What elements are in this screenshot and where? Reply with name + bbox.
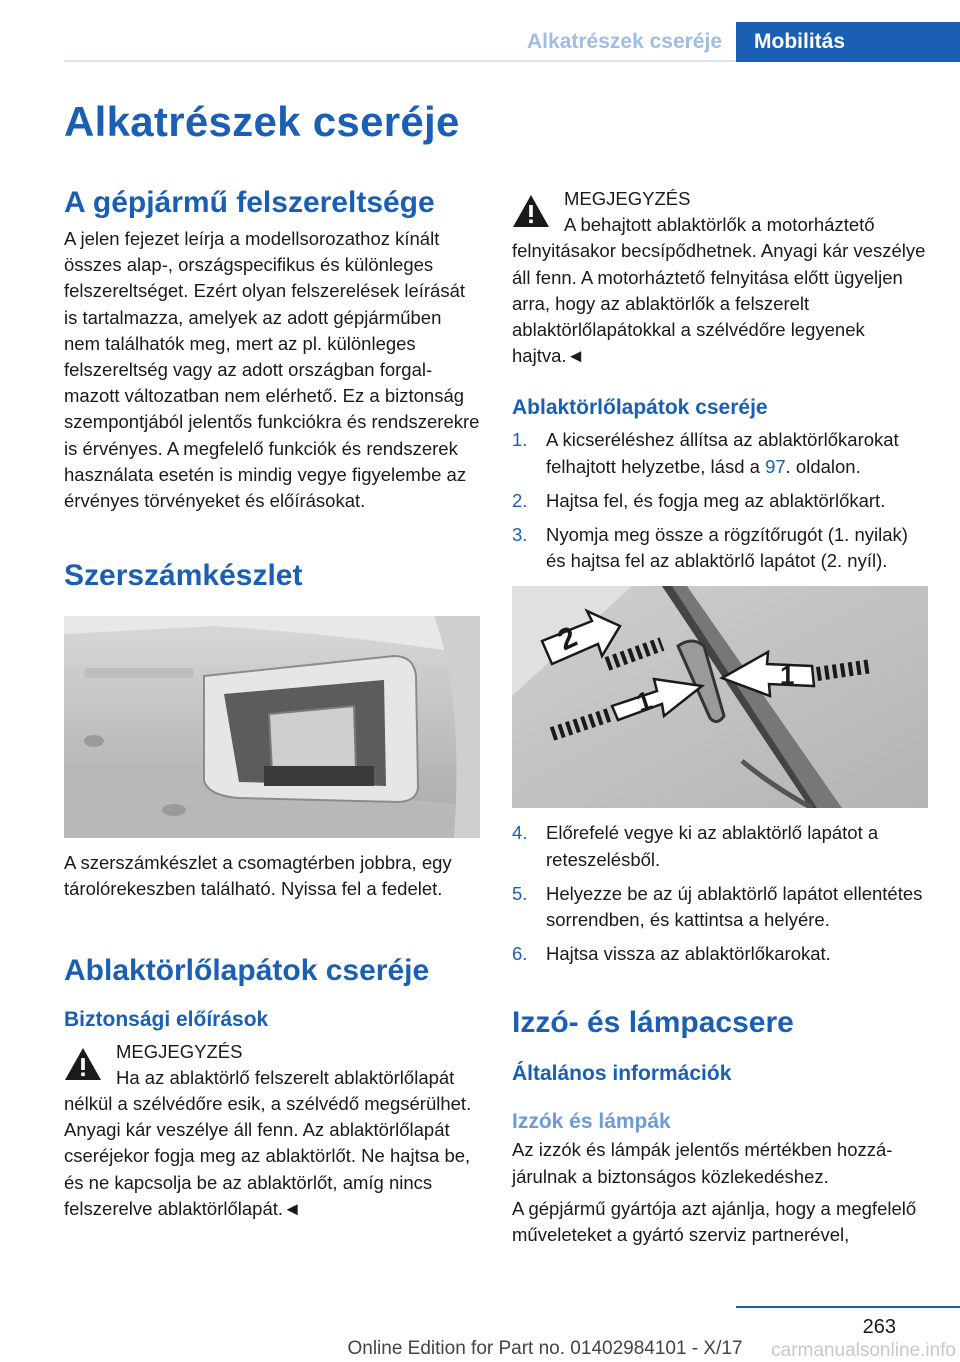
wiper-heading: Ablaktörlőlapátok cseréje [64, 953, 430, 987]
header-divider [64, 60, 736, 62]
safety-heading: Biztonsági előírások [64, 1007, 269, 1031]
toolkit-heading: Szerszámkészlet [64, 559, 303, 593]
step-text: Hajtsa vissza az ablaktörlőkarokat. [546, 943, 831, 965]
list-item [512, 427, 928, 479]
footer-divider [736, 1306, 960, 1308]
step-text: Hajtsa fel, és fogja meg az ablaktörlőkart. [546, 489, 886, 511]
figure-label: 1 [632, 685, 656, 719]
warning-label: MEGJEGYZÉS [116, 1040, 243, 1062]
page-title: Alkatrészek cseréje [64, 98, 460, 145]
warning-box-hood [512, 186, 928, 369]
left-column [64, 182, 480, 1222]
step-text: A kicseréléshez állítsa az ablaktörlőkarokat felhajtott helyzetbe, lásd a [546, 429, 899, 477]
figure-label: 1 [780, 660, 795, 691]
step-text: Nyomja meg össze a rögzítőrugót (1. nyilak) és hajtsa fel az ablaktörlő lapátot (2. nyíl). [546, 524, 908, 572]
step-text: Előrefelé vegye ki az ablaktörlő lapátot a reteszelésből. [546, 822, 879, 870]
step-number: 1. [512, 429, 528, 451]
list-item [512, 881, 928, 933]
warning-icon [64, 1047, 102, 1081]
warning-icon [512, 194, 550, 228]
warning-text-span: A behajtott ablaktörlők a motorháztető felnyitásakor becsípődhetnek. Anyagi kár veszélye áll fenn. A motorháztető felnyitása előtt ügyeljen arra, hogy az ablaktörlők a felszerelt ablaktörlőlapátokkal a szélvédőre legyenek hajtva.◄ [512, 214, 926, 367]
general-heading: Általános információk [512, 1062, 732, 1086]
equipment-heading: A gépjármű felszereltsége [64, 186, 435, 219]
page-number: 263 [862, 1316, 896, 1338]
step-number: 5. [512, 882, 528, 904]
warning-text [64, 1065, 480, 1222]
toolkit-caption: A szerszámkészlet a csomagtérben jobbra, egy tárolórekeszben található. Nyissa fel a fedelet. [64, 852, 452, 900]
header-tab-label: Mobilitás [754, 30, 846, 53]
step-number: 4. [512, 822, 528, 844]
warning-text [512, 212, 928, 369]
step-text: Helyezze be az új ablaktörlő lapátot ellentétes sorrendben, és kattintsa a helyére. [546, 882, 923, 931]
step-number: 2. [512, 489, 528, 511]
bulb-heading: Izzó- és lámpacsere [512, 1006, 794, 1040]
steps-list-b [512, 820, 928, 967]
edition-footer: Online Edition for Part no. 01402984101 - X/17 [347, 1338, 743, 1359]
steps-list-a [512, 427, 928, 574]
list-item [512, 488, 928, 514]
watermark: carmanualsonline.info [771, 1340, 956, 1361]
step-text: . oldalon. [785, 455, 861, 477]
list-item [512, 522, 928, 574]
lamps-text-2: A gépjármű gyártója azt ajánlja, hogy a megfelelő műveleteket a gyártó szerviz partnerével, [512, 1197, 917, 1246]
step-number: 3. [512, 524, 528, 546]
warning-text-span: Ha az ablaktörlő felszerelt ablaktörlőlapát nélkül a szélvédőre esik, a szélvédő megsérülhet. Anyagi kár veszélye áll fenn. Az ablaktörlőlapát cseréjekor fogja meg az ablaktörlőt. Ne hajtsa be, és ne kapcsolja be az ablaktörlőt, amíg nincs felszerelve ablaktörlőlapát.◄ [64, 1066, 472, 1219]
list-item [512, 820, 928, 872]
equipment-text: A jelen fejezet leírja a modellsorozathoz kínált összes alap-, országspecifikus és különleges felszereltséget. Ezért olyan felszerelések leírását is tartalmazza, amelyek az adott gépjárműben nem találhatók meg, mert az pl. különleges felszereltség vagy az adott országban forgalmazott változatban nem elérhető. Ez a biztonság szempontjából jelentős funkciókra és rendszerekre is érvényes. A megfelelő funkciók és rendszerek használata esetén is mindig vegye figyelembe az érvényes törvényeket és előírásokat. [64, 228, 480, 512]
list-item [512, 941, 928, 967]
header-section-title: Alkatrészek cseréje [527, 30, 722, 53]
warning-label: MEGJEGYZÉS [564, 188, 691, 209]
figure-label: 2 [553, 620, 583, 658]
lamps-text-1: Az izzók és lámpák jelentős mértékben hozzájárulnak a biztonságos közlekedéshez. [512, 1139, 893, 1187]
toolkit-figure [64, 616, 480, 838]
header-tab-mobility [736, 22, 960, 62]
replace-heading: Ablaktörlőlapátok cseréje [512, 396, 768, 420]
page-link[interactable]: 97 [765, 455, 786, 477]
right-column [512, 186, 928, 1248]
wiper-figure [512, 586, 928, 808]
warning-box [64, 1039, 480, 1222]
lamps-heading: Izzók és lámpák [512, 1110, 671, 1134]
step-number: 6. [512, 943, 528, 965]
